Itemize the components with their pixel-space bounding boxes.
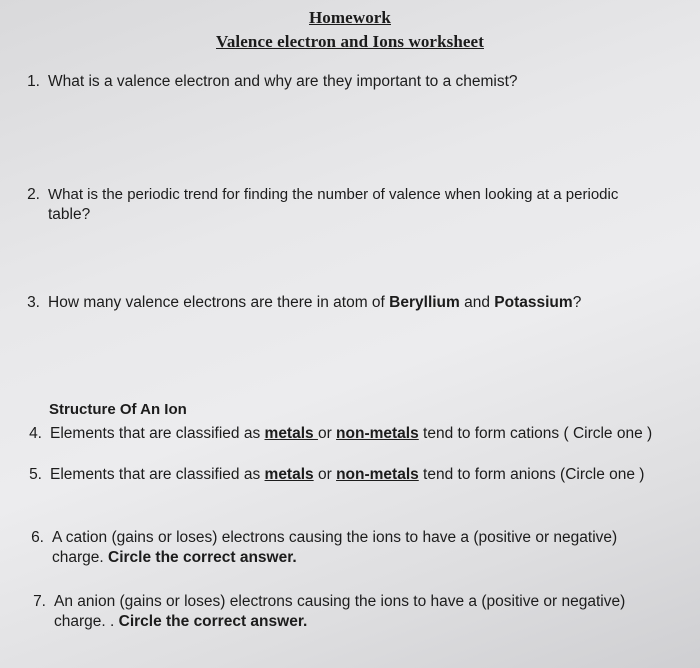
page-subtitle: Valence electron and Ions worksheet <box>216 32 484 51</box>
question-number: 1. <box>27 73 40 90</box>
question-text-line2: table? <box>48 206 91 223</box>
question-number: 6. <box>31 529 44 546</box>
question-number: 5. <box>29 466 42 483</box>
question-number: 2. <box>27 186 40 203</box>
question-text: A cation (gains or loses) electrons causing the ions to have a (positive or negative) <box>52 529 618 546</box>
question-text: What is the periodic trend for finding the number of valence when looking at a periodic <box>48 186 619 203</box>
question-text: How many valence electrons are there in atom of Beryllium and Potassium? <box>48 294 582 311</box>
question-text: Elements that are classified as metals or non-metals tend to form anions (Circle one ) <box>50 466 645 483</box>
question-text-line2: charge. . Circle the correct answer. <box>54 613 308 630</box>
page-title: Homework <box>308 8 391 27</box>
option-metals: metals <box>264 425 318 442</box>
option-non-metals: non-metals <box>336 466 419 483</box>
instruction-text: Circle the correct answer. <box>108 549 297 566</box>
question-text: An anion (gains or loses) electrons causing the ions to have a (positive or negative) <box>54 593 626 610</box>
instruction-text: Circle the correct answer. <box>118 613 308 630</box>
question-text: Elements that are classified as metals or non-metals tend to form cations ( Circle one ) <box>50 425 653 442</box>
option-non-metals: non-metals <box>336 425 419 442</box>
question-text: What is a valence electron and why are they important to a chemist? <box>48 73 518 90</box>
question-text-line2: charge. Circle the correct answer. <box>52 549 297 566</box>
option-metals: metals <box>264 466 314 483</box>
question-number: 4. <box>29 425 42 442</box>
element-beryllium: Beryllium <box>389 294 460 311</box>
section-heading: Structure Of An Ion <box>49 401 187 418</box>
question-number: 7. <box>33 593 46 610</box>
question-number: 3. <box>27 294 40 311</box>
element-potassium: Potassium <box>494 294 573 311</box>
